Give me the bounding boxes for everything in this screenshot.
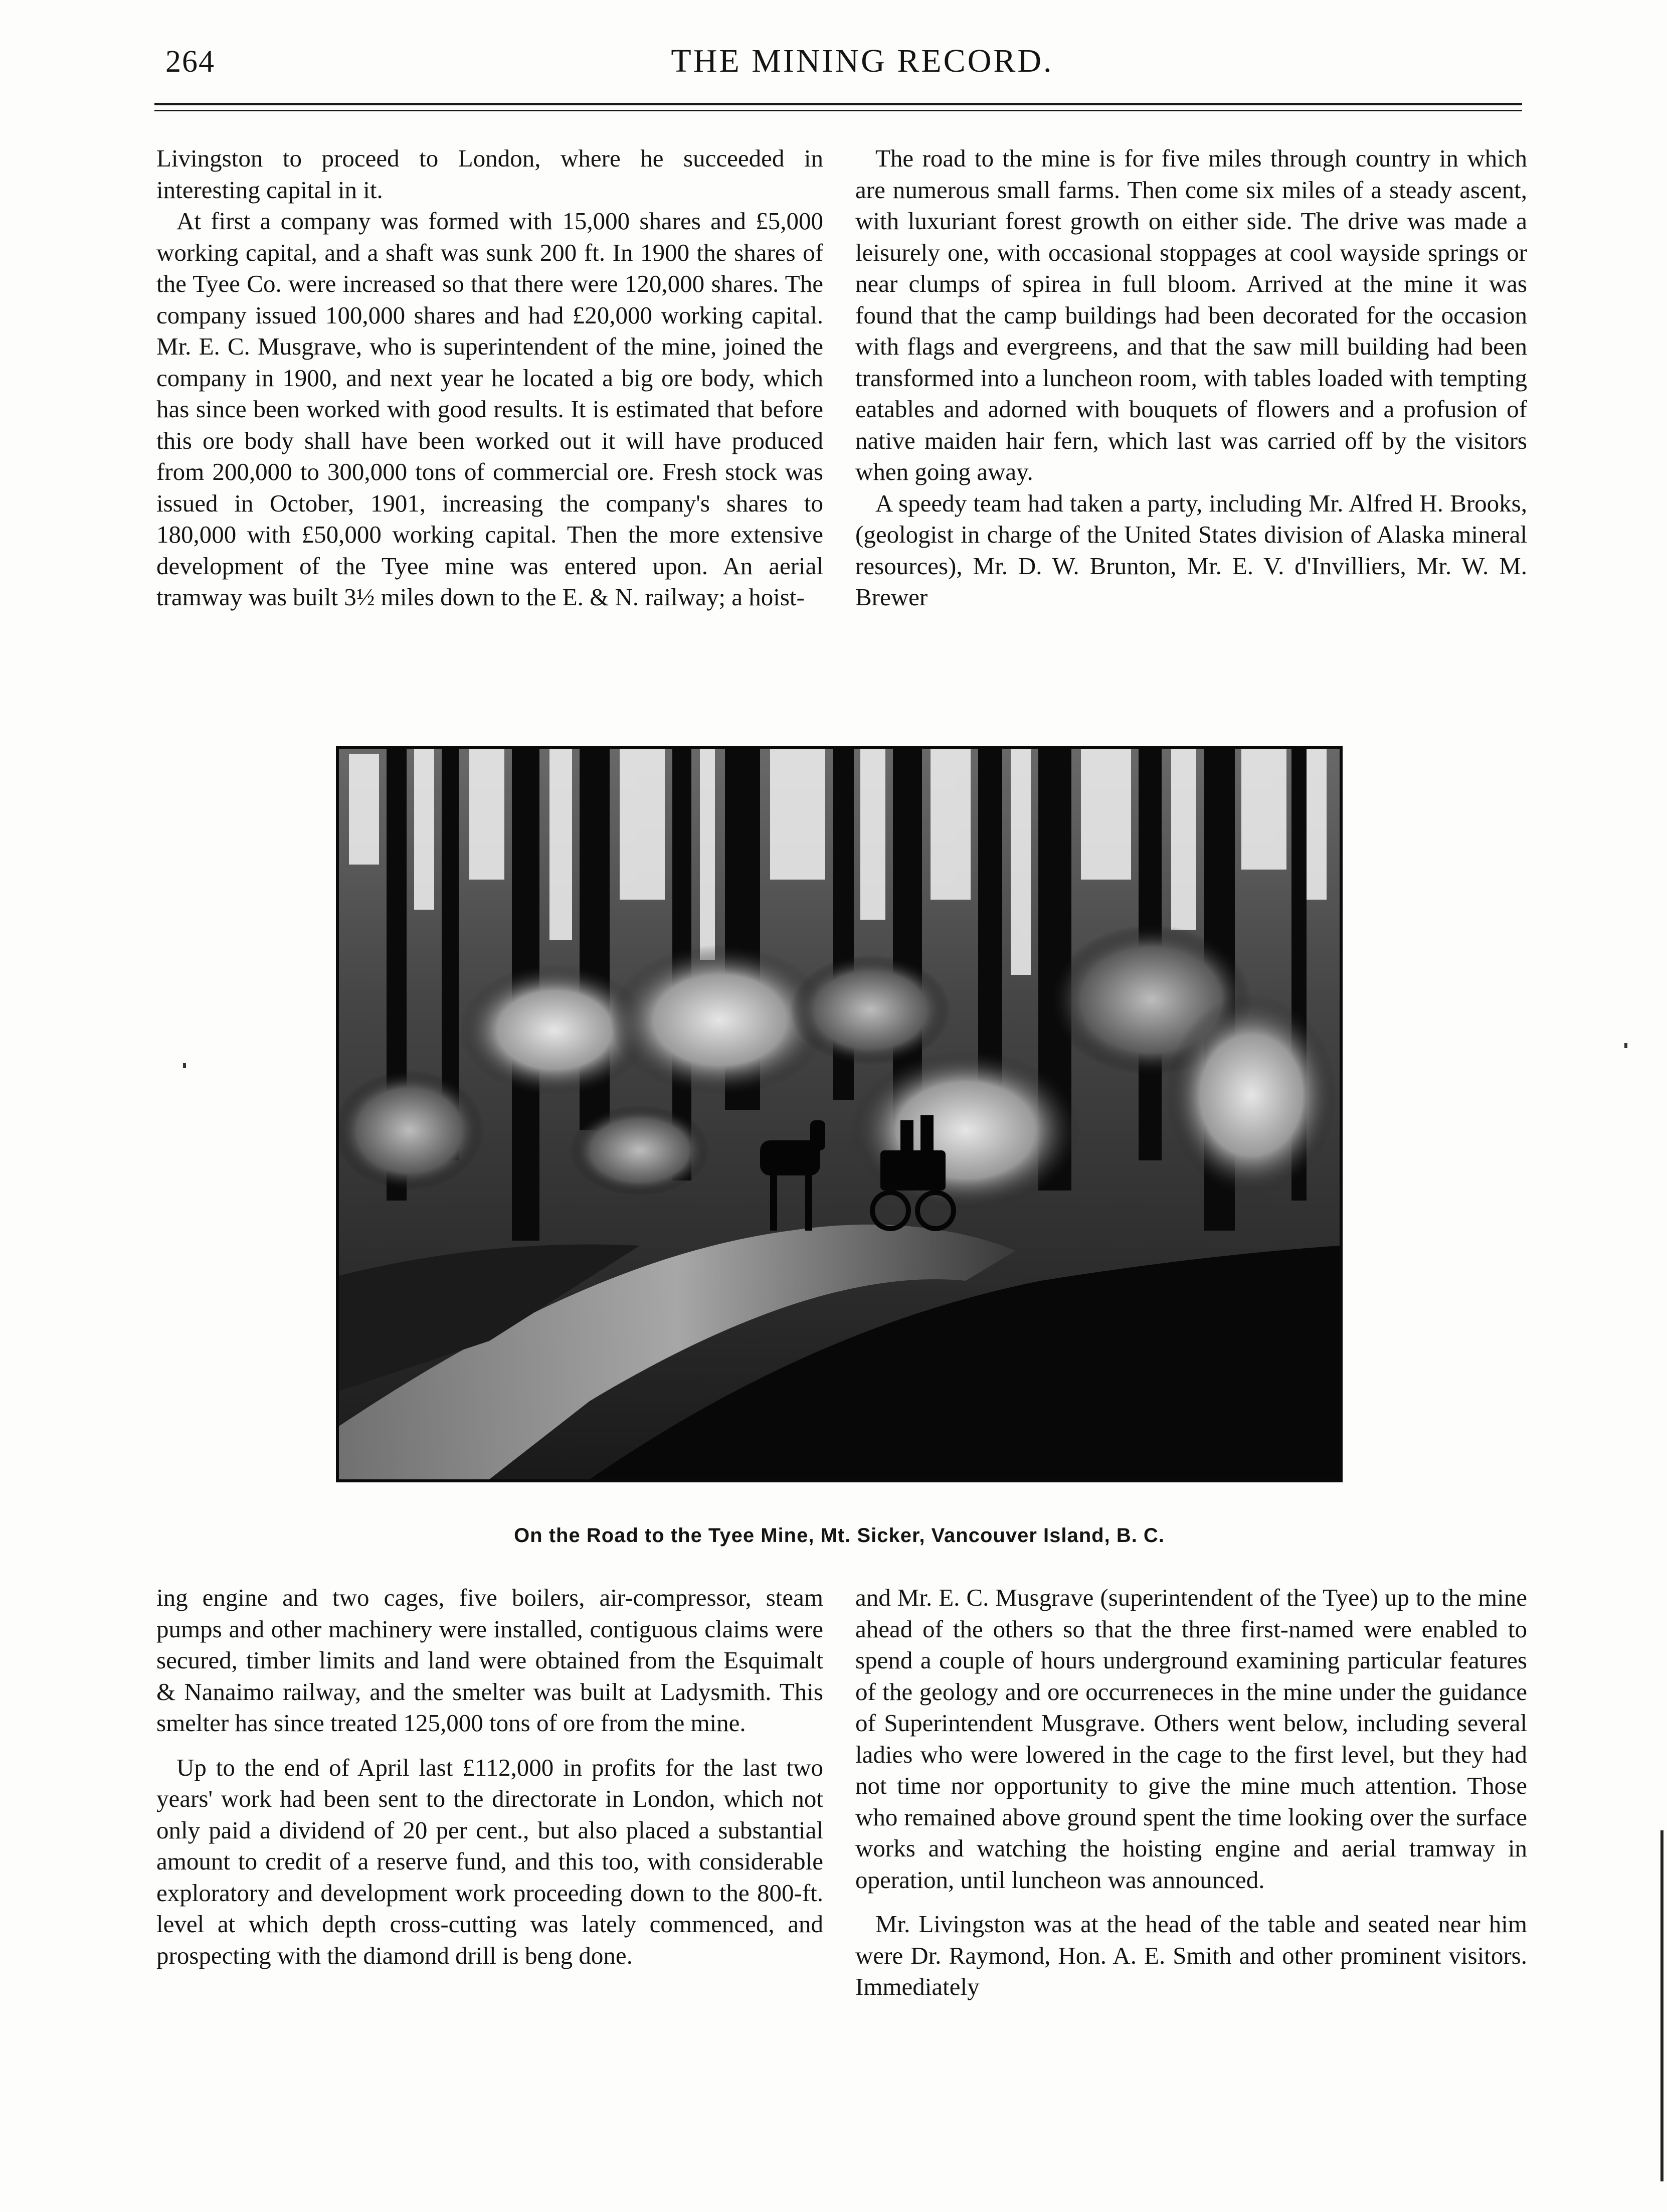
photograph-image [339,749,1340,1479]
paragraph: Mr. Livingston was at the head of the table and seated near him were Dr. Raymond, Hon. A. E. Smith and other prominent visitors. Immediately [855,1910,1527,2000]
page-number: 264 [165,45,215,79]
print-speck [183,1063,186,1068]
header-rule-thick [154,103,1522,105]
running-title: THE MINING RECORD. [671,43,1054,79]
paragraph: Up to the end of April last £112,000 in profits for the last two years' work had been sent to the directorate in London, which not only paid a dividend of 20 per cent., but also placed a substantial amount to credit of a reserve fund, and this too, with considerable exploratory and development work proceeding down to the 800-ft. level at which depth cross-cutting was lately commenced, and prospecting with the diamond drill is beng done. [156,1753,823,1969]
page-edge-shadow [1660,1830,1663,2181]
paragraph: The road to the mine is for five miles through country in which are numerous small farms. Then come six miles of a steady ascent, with luxuriant forest growth on either side. The drive was made a leisurely one, with occasional stoppages at cool wayside springs or near clumps of spirea in full bloom. Arrived at the mine it was found that the camp buildings had been decorated for the occasion with flags and evergreens, and that the saw mill building had been transformed into a luncheon room, with tables loaded with tempting eatables and adorned with bouquets of flowers and a profusion of native maiden hair fern, which last was carried off by the visitors when going away. [855,144,1527,485]
paragraph: and Mr. E. C. Musgrave (superintendent of the Tyee) up to the mine ahead of the others so that the three first-named were enabled to spend a couple of hours underground examining particular features of the geology and ore occurreneces in the mine under the guidance of Superintendent Musgrave. Others went below, including several ladies who were lowered in the cage to the first level, but they had not time nor opportunity to give the mine much attention. Those who remained above ground spent the time looking over the surface works and watching the hoisting engine and aerial tramway in operation, until luncheon was announced. [855,1584,1527,1894]
paragraph: Livingston to proceed to London, where he succeeded in interesting capital in it. [156,144,823,204]
figure-caption: On the Road to the Tyee Mine, Mt. Sicker, Vancouver Island, B. C. [514,1524,1165,1547]
column-bottom-right [855,1582,1527,2003]
column-bottom-left [156,1582,823,1971]
forest-road-photograph [336,746,1343,1482]
paragraph: At first a company was formed with 15,000 shares and £5,000 working capital, and a shaft was sunk 200 ft. In 1900 the shares of the Tyee Co. were increased so that there were 120,000 shares. The company issued 100,000 shares and had £20,000 working capital. Mr. E. C. Musgrave, who is superintendent of the mine, joined the company in 1900, and next year he located a big ore body, which has since been worked with good results. It is estimated that before this ore body shall have been worked out it will have produced from 200,000 to 300,000 tons of commercial ore. Fresh stock was issued in October, 1901, increasing the company's shares to 180,000 with £50,000 working capital. Then the more extensive development of the Tyee mine was entered upon. An aerial tramway was built 3½ miles down to the E. & N. railway; a hoist- [156,207,823,611]
paragraph: A speedy team had taken a party, including Mr. Alfred H. Brooks, (geologist in charge of the United States division of Alaska mineral resources), Mr. D. W. Brunton, Mr. E. V. d'Invilliers, Mr. W. M. Brewer [855,489,1527,611]
column-top-right [855,143,1527,613]
column-top-left [156,143,823,613]
paragraph: ing engine and two cages, five boilers, air-compressor, steam pumps and other machinery were installed, contiguous claims were secured, timber limits and land were obtained from the Esquimalt & Nanaimo railway, and the smelter was built at Ladysmith. This smelter has since treated 125,000 tons of ore from the mine. [156,1584,823,1737]
header-rule-thin [154,110,1522,111]
print-speck [1624,1043,1627,1048]
